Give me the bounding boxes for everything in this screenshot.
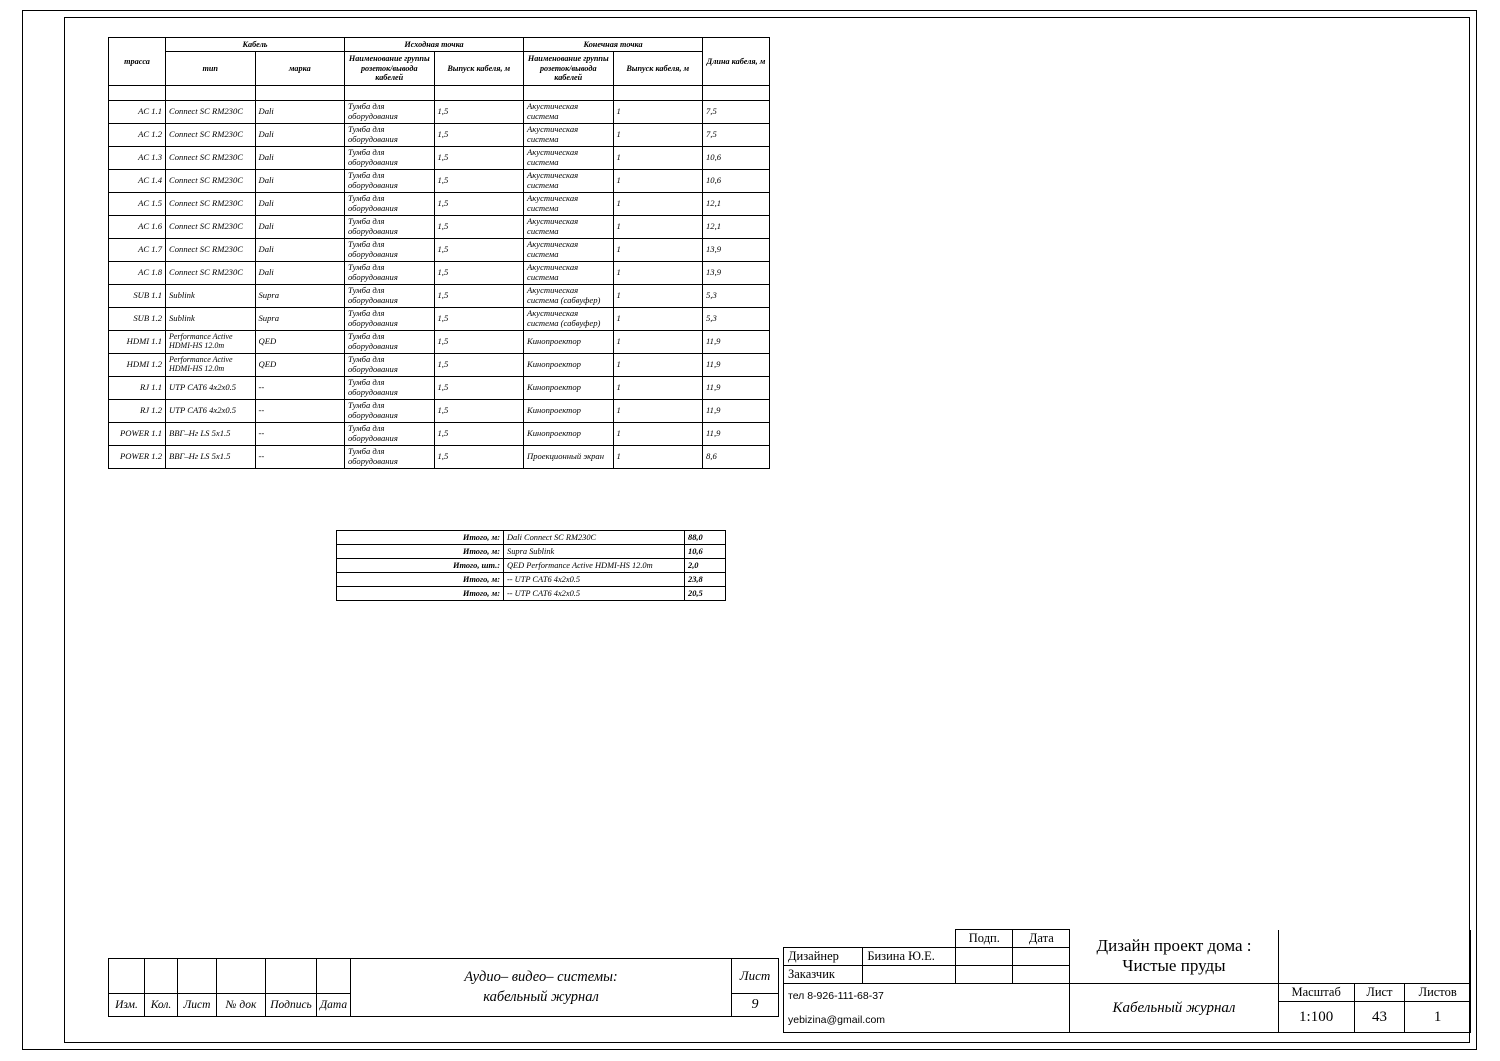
cell-length: 13,9 [703,238,770,261]
col-kol: Кол. [145,994,178,1017]
cable-table-body [109,85,770,468]
cell-start-release: 1,5 [434,123,524,146]
cell-trassa: RJ 1.2 [109,399,166,422]
cell-length: 12,1 [703,192,770,215]
cell-brand: -- [255,399,345,422]
cell-end: Проекционный экран [524,445,614,468]
cell-end-release: 1 [613,238,703,261]
totals-value: 88,0 [685,531,726,545]
cell-type: Sublink [166,307,256,330]
revision-stamp [108,958,770,1026]
cell-trassa: AC 1.1 [109,100,166,123]
header-group-cable: Кабель [166,38,345,52]
table-header-row-2 [109,52,770,85]
header-group-start: Исходная точка [345,38,524,52]
cell-end: Акустическая система (сабвуфер) [524,307,614,330]
customer-value [863,966,956,984]
cell-type: Connect SC RM230C [166,215,256,238]
totals-name: QED Performance Active HDMI-HS 12.0m [504,559,685,573]
cell-length: 7,5 [703,100,770,123]
cell-length: 11,9 [703,422,770,445]
title-block-row-contact [784,984,1471,1002]
customer-data [1013,966,1070,984]
cell-type: Performance Active HDMI-HS 12.0m [169,355,233,373]
cell-start-release: 1,5 [434,307,524,330]
cell-end-release: 1 [613,422,703,445]
podp-header: Подп. [956,930,1013,948]
cell-brand: Dali [255,100,345,123]
cell-start-release: 1,5 [434,169,524,192]
document-title-cell [1070,984,1278,1033]
totals-row [337,573,726,587]
sheet-number: 9 [751,997,759,1012]
col-izm: Изм. [109,994,145,1017]
cell-end-release: 1 [613,215,703,238]
table-row [109,445,770,468]
cell-end: Кинопроектор [524,353,614,376]
cell-type: UTP CAT6 4x2x0.5 [166,399,256,422]
listov-label: Листов [1405,984,1471,1002]
cell-trassa: RJ 1.1 [109,376,166,399]
cell-start-release: 1,5 [434,445,524,468]
header-start-release: Выпуск кабеля, м [434,52,524,85]
totals-label: Итого, м: [337,573,504,587]
header-type: тип [166,52,256,85]
cell-start-release: 1,5 [434,100,524,123]
cell-end-release: 1 [613,284,703,307]
cell-type: ВВГ–Нг LS 5x1.5 [166,445,256,468]
cell-trassa: AC 1.5 [109,192,166,215]
table-row [109,261,770,284]
cell-brand: -- [255,376,345,399]
designer-value: Бизина Ю.Е. [863,948,956,966]
col-podpis: Подпись [266,994,317,1017]
table-row [109,192,770,215]
table-row [109,422,770,445]
cell-start: Тумба для оборудования [345,376,435,399]
cell-length: 11,9 [703,330,770,353]
customer-label: Заказчик [784,966,863,984]
col-list: Лист [178,994,217,1017]
data-header: Дата [1013,930,1070,948]
totals-value: 2,0 [685,559,726,573]
revision-stamp-blank-row [109,959,779,994]
cell-start: Тумба для оборудования [345,445,435,468]
designer-data [1013,948,1070,966]
cell-type: Connect SC RM230C [166,192,256,215]
table-row [109,284,770,307]
project-title-cell [1070,930,1278,984]
cell-start: Тумба для оборудования [345,353,435,376]
phone: тел 8-926-111-68-37 [788,990,884,1002]
cell-end-release: 1 [613,307,703,330]
cell-brand: Dali [255,261,345,284]
email: yebizina@gmail.com [788,1014,886,1026]
table-row [109,146,770,169]
totals-label: Итого, м: [337,545,504,559]
cell-end: Акустическая система [524,215,614,238]
cell-end-release: 1 [613,353,703,376]
sheet-title-line2: кабельный журнал [483,988,599,1005]
header-length: Длина кабеля, м [703,38,770,86]
cell-trassa: HDMI 1.1 [109,330,166,353]
contact-cell [784,984,1070,1033]
cell-brand: QED [255,353,345,376]
totals-label: Итого, м: [337,531,504,545]
cell-end-release: 1 [613,330,703,353]
totals-name: -- UTP CAT6 4x2x0.5 [504,587,685,601]
totals-table [336,530,706,601]
sheet-label-cell [732,959,779,994]
totals-row [337,545,726,559]
cell-end-release: 1 [613,376,703,399]
cell-brand: QED [255,330,345,353]
cell-brand: Dali [255,123,345,146]
cell-type: Connect SC RM230C [166,100,256,123]
cell-start: Тумба для оборудования [345,422,435,445]
cell-trassa: AC 1.2 [109,123,166,146]
table-row [109,307,770,330]
cell-end: Акустическая система [524,192,614,215]
header-trassa: трасса [109,38,166,86]
sheet-label: Лист [739,968,771,983]
totals-label: Итого, шт.: [337,559,504,573]
cell-end: Кинопроектор [524,330,614,353]
document-title: Кабельный журнал [1112,999,1236,1016]
cell-end: Кинопроектор [524,422,614,445]
cell-brand: Supra [255,307,345,330]
cell-end: Кинопроектор [524,399,614,422]
header-start-name: Наименование группы розеток/вывода кабелей [345,52,435,85]
cell-start-release: 1,5 [434,146,524,169]
cell-length: 11,9 [703,399,770,422]
totals-name: Supra Sublink [504,545,685,559]
col-ndok: № док [217,994,266,1017]
cell-end: Акустическая система [524,146,614,169]
cell-start: Тумба для оборудования [345,238,435,261]
totals-value: 23,8 [685,573,726,587]
cell-start-release: 1,5 [434,192,524,215]
cell-brand: Dali [255,169,345,192]
table-row [109,238,770,261]
table-row [109,123,770,146]
list-value: 43 [1371,1008,1387,1025]
cell-type: Connect SC RM230C [166,123,256,146]
table-row [109,353,770,376]
cell-trassa: POWER 1.1 [109,422,166,445]
header-end-name: Наименование группы розеток/вывода кабелей [524,52,614,85]
header-end-release: Выпуск кабеля, м [613,52,703,85]
cell-brand: -- [255,445,345,468]
cell-start: Тумба для оборудования [345,215,435,238]
cell-length: 5,3 [703,307,770,330]
cell-start-release: 1,5 [434,284,524,307]
cell-type: Performance Active HDMI-HS 12.0m [169,332,233,350]
cell-start-release: 1,5 [434,353,524,376]
cell-start: Тумба для оборудования [345,261,435,284]
scale-label: Масштаб [1278,984,1354,1002]
cell-start-release: 1,5 [434,399,524,422]
cell-length: 5,3 [703,284,770,307]
cell-trassa: POWER 1.2 [109,445,166,468]
cell-end: Акустическая система [524,100,614,123]
cell-start: Тумба для оборудования [345,192,435,215]
cell-end: Акустическая система (сабвуфер) [524,284,614,307]
col-data: Дата [317,994,351,1017]
table-row [109,330,770,353]
cell-trassa: AC 1.3 [109,146,166,169]
designer-podp [956,948,1013,966]
cell-trassa: AC 1.8 [109,261,166,284]
cell-brand: Dali [255,146,345,169]
cell-trassa: SUB 1.2 [109,307,166,330]
project-title: Дизайн проект дома : Чистые пруды [1096,936,1252,976]
sheet-title-line1: Аудио– видео– системы: [464,968,618,985]
spacer-row [109,85,770,100]
header-group-end: Конечная точка [524,38,703,52]
cell-end-release: 1 [613,445,703,468]
cell-end-release: 1 [613,261,703,284]
cell-end-release: 1 [613,146,703,169]
cell-length: 12,1 [703,215,770,238]
cable-journal-table [108,37,770,469]
cell-length: 13,9 [703,261,770,284]
designer-label: Дизайнер [784,948,863,966]
cell-end: Акустическая система [524,261,614,284]
totals-row [337,587,726,601]
cell-start-release: 1,5 [434,215,524,238]
totals-value: 10,6 [685,545,726,559]
totals-value: 20,5 [685,587,726,601]
cell-end-release: 1 [613,123,703,146]
cell-brand: Dali [255,238,345,261]
cell-trassa: AC 1.4 [109,169,166,192]
cell-end: Акустическая система [524,169,614,192]
cell-type: Sublink [166,284,256,307]
cell-start: Тумба для оборудования [345,330,435,353]
cell-start: Тумба для оборудования [345,399,435,422]
cell-end-release: 1 [613,169,703,192]
table-row [109,169,770,192]
cell-type: Connect SC RM230C [166,169,256,192]
listov-value: 1 [1433,1008,1442,1025]
sheet-title [351,959,732,1017]
table-row [109,100,770,123]
cell-trassa: AC 1.6 [109,215,166,238]
totals-row [337,531,726,545]
cell-start-release: 1,5 [434,238,524,261]
cell-end: Акустическая система [524,123,614,146]
cell-start: Тумба для оборудования [345,307,435,330]
totals-label: Итого, м: [337,587,504,601]
table-row [109,399,770,422]
cell-end-release: 1 [613,399,703,422]
cell-start-release: 1,5 [434,261,524,284]
totals-name: Dali Connect SC RM230C [504,531,685,545]
cell-start: Тумба для оборудования [345,284,435,307]
cell-length: 7,5 [703,123,770,146]
cell-type: Connect SC RM230C [166,261,256,284]
cell-brand: Supra [255,284,345,307]
cell-length: 10,6 [703,169,770,192]
customer-podp [956,966,1013,984]
cell-end-release: 1 [613,192,703,215]
cell-trassa: HDMI 1.2 [109,353,166,376]
cell-start: Тумба для оборудования [345,123,435,146]
cell-end: Кинопроектор [524,376,614,399]
cell-length: 11,9 [703,353,770,376]
cell-start-release: 1,5 [434,330,524,353]
table-row [109,215,770,238]
cell-brand: Dali [255,215,345,238]
totals-row [337,559,726,573]
title-block-row-head [784,930,1471,948]
cell-start: Тумба для оборудования [345,146,435,169]
cell-end-release: 1 [613,100,703,123]
cell-length: 10,6 [703,146,770,169]
cell-brand: -- [255,422,345,445]
title-block [783,929,1471,1043]
cell-trassa: SUB 1.1 [109,284,166,307]
cell-start-release: 1,5 [434,376,524,399]
header-brand: марка [255,52,345,85]
table-row [109,376,770,399]
list-label: Лист [1354,984,1405,1002]
cell-type: UTP CAT6 4x2x0.5 [166,376,256,399]
cell-end: Акустическая система [524,238,614,261]
cell-brand: Dali [255,192,345,215]
cell-length: 11,9 [703,376,770,399]
totals-name: -- UTP CAT6 4x2x0.5 [504,573,685,587]
cell-type: ВВГ–Нг LS 5x1.5 [166,422,256,445]
cell-start-release: 1,5 [434,422,524,445]
table-header-row-1 [109,38,770,52]
cell-start: Тумба для оборудования [345,169,435,192]
cell-type: Connect SC RM230C [166,146,256,169]
cell-length: 8,6 [703,445,770,468]
scale-value: 1:100 [1299,1008,1334,1025]
cell-trassa: AC 1.7 [109,238,166,261]
sheet-number-cell [732,994,779,1017]
cell-start: Тумба для оборудования [345,100,435,123]
cell-type: Connect SC RM230C [166,238,256,261]
